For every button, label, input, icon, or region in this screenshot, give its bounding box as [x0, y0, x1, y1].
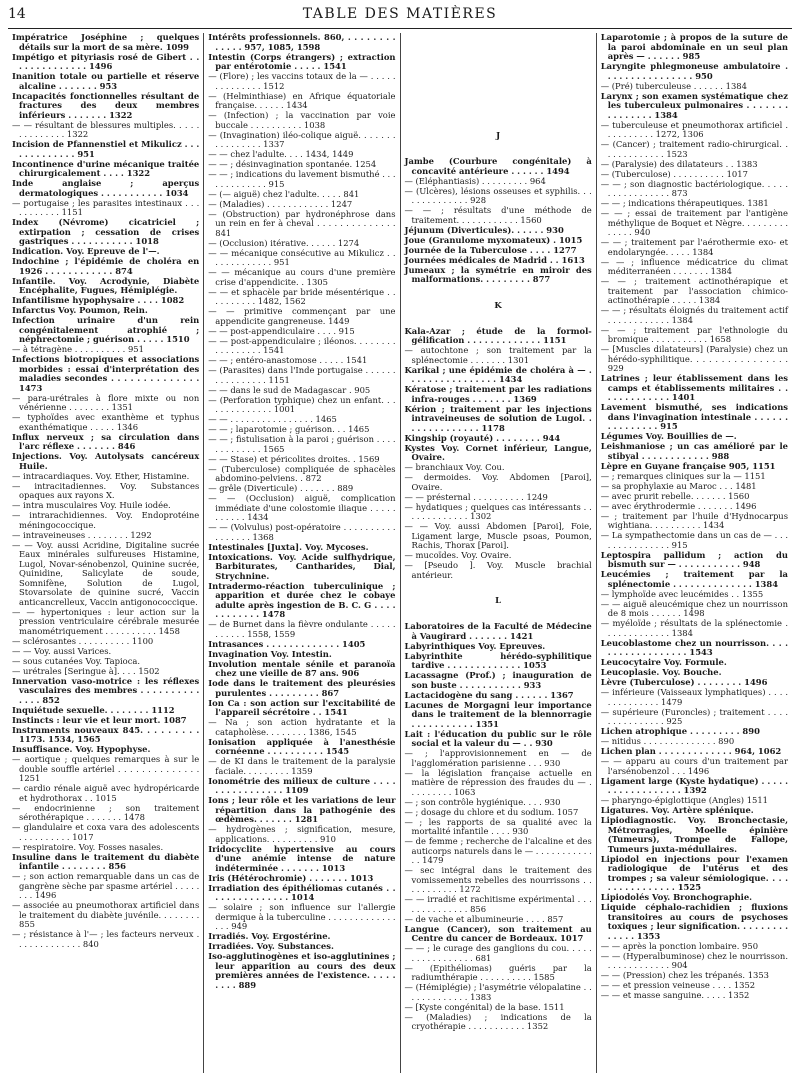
index-entry: — ; traitement par l'huile d'Hydnocarpus wightiana. . . . . . . . . . 1434	[600, 510, 788, 530]
index-entry: — — (Occlusion) aiguë, complication immédiate d'une colostomie iliaque . . . . . . . . . . . 1434	[208, 493, 396, 522]
index-entry: — typhoïdes avec exanthème et typhus exanthématique . . . . . 1346	[12, 412, 200, 432]
index-entry: — supérieure (Furoncles) ; traitement . . . . . . . . . . . . . . . 925	[600, 706, 788, 726]
index-entry: Infarctus Voy. Poumon, Rein.	[12, 305, 148, 315]
section-letter: L	[495, 596, 502, 606]
index-entry: Kystes Voy. Cornet inférieur, Langue, Ovaire.	[404, 442, 592, 462]
index-entry: — — ; traitement actinothérapique et traitement par l'association chimico-actinothérapie . . . . . 1384	[600, 276, 788, 305]
index-entry: — inférieure (Vaisseaux lymphatiques) . . . . . . . . . . . . . . 1479	[600, 687, 788, 707]
index-entry: — — apparu au cours d'un traitement par l'arsénobenzol . . . 1496	[600, 756, 788, 776]
index-entry: Intérêts professionnels. 860, . . . . . . . . . . . . . 957, 1085, 1598	[208, 33, 396, 52]
index-entry: Inanition totale ou partielle et réserve alcaline . . . . . . . 953	[12, 71, 200, 91]
index-entry: — — résultant de blessures multiples. . . . . . . . . . . . . . 1322	[12, 119, 200, 139]
index-entry: Leucocytaire Voy. Formule.	[600, 657, 727, 667]
index-entry: Iso-agglutinogènes et iso-agglutinines ; leur apparition au cours des deux premières années de l'existence. . . . . . . . . 889	[208, 951, 396, 990]
index-entry: — [Pseudo ]. Voy. Muscle brachial antérieur.	[404, 560, 592, 580]
index-entry: — (Invagination) iléo-colique aiguë. . . . . . . . . . . . . . . . 1337	[208, 129, 396, 149]
index-entry: — La sympathectomie dans un cas de — . . . . . . . . . . . . . . . 915	[600, 530, 788, 550]
index-entry: — ; dosage du chlore et du sodium. 1057	[404, 806, 579, 817]
index-entry: — — après la ponction lombaire. 950	[600, 940, 759, 951]
index-entry: — — Voy. aussi Acridine, Digitaline sucrée Eaux minérales sulfureuses Histamine, Lugol, Novar-sénobenzol, Quinine sucrée, Quinidine, Salicylate de soude, Somnifène, Solution de Lugol, Stovarsolate de quinine sucré, Vaccin anticancrelleux, Vaccin antigonococcique.	[12, 539, 200, 607]
index-entry: — — Stase) et péricolites droites. . 1569	[208, 453, 380, 464]
index-entry: — (Eléphantiasis) . . . . . . . . . 964	[404, 175, 546, 186]
index-entry: — hydatiques ; quelques cas intéressants . . . . . . . . . . . . . 1302	[404, 501, 592, 521]
index-entry: Leucoblastome chez un nourrisson. . . . . . . . . . . . . . . . . . 1543	[600, 637, 788, 657]
index-entry: — — ; le curage des ganglions du cou. . . . . . . . . . . . . . . . . 681	[404, 943, 592, 963]
index-entry: Instincts : leur vie et leur mort. 1087	[12, 714, 187, 725]
index-entry: — mucoïdes. Voy. Ovaire.	[404, 550, 512, 560]
index-entry: — (Tuberculose) compliquée de sphacèles abdomino-pelviens. . 872	[208, 463, 396, 483]
index-entry: Irradiées. Voy. Substances.	[208, 941, 334, 951]
index-entry: Laboratoires de la Faculté de Médecine à Vaugirard . . . . . . . 1421	[404, 621, 592, 641]
index-entry: Kérion ; traitement par les injections intraveineuses de solution de Lugol. . . . . . . . . . . . . . 1178	[404, 403, 592, 433]
index-entry: — (Maladies) ; indications de la cryothérapie . . . . . . . . . . . 1352	[404, 1011, 592, 1031]
index-entry: Ligament large (Kyste hydatique) . . . . . . . . . . . . . . . . . . 1392	[600, 775, 788, 795]
index-entry: — (Occlusion) itérative. . . . . . 1274	[208, 237, 360, 248]
index-entry: — — ; essai de traitement par l'antigène méthylique de Boquet et Nègre. . . . . . . . . . . . . . 940	[600, 208, 788, 237]
index-entry: — de femme ; recherche de l'alcaline et des auticorps naturels dans le — . . . . . . . . . . . . . 1479	[404, 836, 592, 865]
index-entry: — — présternal . . . . . . . . . . 1249	[404, 491, 548, 502]
index-entry: — [Kyste congénital) de la base. 1511	[404, 1001, 565, 1012]
index-entry: — avec prurit rebelle. . . . . . . 1560	[600, 490, 750, 501]
index-entry: Inquiétude sexuelle. . . . . . . . 1112	[12, 704, 175, 715]
index-entry: — pharyngo-épiglottique (Angles) 1511	[600, 795, 769, 805]
index-entry: — respiratoire. Voy. Fosses nasales.	[12, 841, 164, 852]
index-entry: Intoxications. Voy. Acide sulfhydrique, Barbiturates, Cantharides, Dial, Strychnine.	[208, 551, 396, 581]
index-entry: — portugaise ; les parasites intestinaux . . . . . . . . . . . 1151	[12, 197, 200, 217]
index-entry: Lait : l'éducation du public sur le rôle social et la valeur du — . . 930	[404, 728, 592, 748]
index-entry: Leptospira pallidum ; action du bismuth sur — . . . . . . . . . . . 948	[600, 549, 788, 569]
index-entry: — — et masse sanguine. . . . . 1352	[600, 990, 750, 1000]
index-entry: — (Perforation typhique) chez un enfant. . . . . . . . . . . . . . 1001	[208, 394, 396, 414]
index-entry: Inde anglaise ; aperçus dermatologiques . . . . . . . . . . . 1034	[12, 178, 200, 198]
index-entry: Liquide céphalo-rachidien ; fluxions transitoires au cours de psychoses toxiques ; leur signification. . . . . . . . . . . . . . 1353	[600, 902, 788, 941]
index-entry: Involution mentale sénile et paranoïa chez une vieille de 87 ans. 906	[208, 658, 396, 678]
index-entry: — — . . . . . . . . . . . . . . . . 1465	[208, 414, 337, 424]
index-entry: — de vache et albumineurie . . . . 857	[404, 913, 564, 924]
index-entry: Ligatures. Voy. Artère splénique.	[600, 805, 754, 815]
index-entry: Impératrice Joséphine ; quelques détails sur la mort de sa mère. 1099	[12, 33, 200, 52]
index-entry: — (Helminthiase) en Afrique équatoriale française. . . . . . 1434	[208, 90, 396, 110]
index-entry: Infantile. Voy. Acrodynie, Diabète Encéphalite, Fugues, Hémiplégie.	[12, 275, 200, 295]
index-entry: — sous cutanées Voy. Tapioca.	[12, 655, 141, 666]
page-title: TABLE DES MATIÈRES	[302, 6, 498, 22]
index-entry: — sclérosantes . . . . . . . . . . 1100	[12, 635, 154, 646]
index-entry: — ; son action remarquable dans un cas de gangrène sèche par spasme artériel . . . . . . . . 1496	[12, 871, 200, 900]
index-entry: Jambe (Courbure congénitale) à concavité antérieure . . . . . . 1494	[404, 156, 592, 176]
index-entry: Lipiodolés Voy. Bronchographie.	[600, 892, 753, 902]
index-entry: — (Epithéliomas) guéris par la radiumthérapie . . . . . . . . . . 1585	[404, 962, 592, 982]
index-entry: Jumeaux ; la symétrie en miroir des malformations. . . . . . . . . 877	[404, 264, 592, 284]
index-entry: — (Hémiplégie) ; l'asymétrie vélopalatine . . . . . . . . . . . . . 1383	[404, 982, 592, 1002]
index-entry: — (— aiguë) chez l'adulte. . . . . 841	[208, 188, 360, 199]
index-entry: — ; l'approvisionnement en — de l'agglomération parisienne . . . 930	[404, 748, 592, 768]
index-entry: — endocrinienne ; son traitement sérothérapique . . . . . . . 1478	[12, 802, 200, 822]
index-entry: Leishmaniose ; un cas amélioré par le stibyal . . . . . . . . . . . . 988	[600, 441, 788, 461]
index-entry: Kala-Azar ; étude de la formol-gélification . . . . . . . . . . . . . 1151	[404, 325, 592, 345]
index-entry: Leucémies ; traitement par la splénectomie . . . . . . . . . . . . . . 1384	[600, 569, 788, 589]
index-entry: Légumes Voy. Bouillies de —.	[600, 431, 737, 441]
index-entry: — (Maladies) . . . . . . . . . . . . 1247	[208, 198, 353, 209]
index-entry: — (Infection) ; la vaccination par voie buccale . . . . . . . . . . 1038	[208, 110, 396, 130]
index-entry: Kingship (royauté) . . . . . . . . 944	[404, 432, 561, 443]
index-entry: Indication. Voy. Epreuve de l'—.	[12, 246, 160, 256]
index-entry: — sa prophylaxie au Maroc . . . 1481	[600, 480, 757, 491]
index-entry: — — ; traitement par l'ethnologie du bromique . . . . . . . . . . . 1658	[600, 324, 788, 344]
index-column-2	[204, 33, 400, 1073]
index-entry: Injections. Voy. Autolysats cancéreux Huile.	[12, 451, 200, 471]
index-entry: Lipiodiagnostic. Voy. Bronchectasie, Métrorragies, Moelle épinière (Tumeurs), Trompe de Fallope, Tumeurs juxta-médullaires.	[600, 815, 788, 854]
index-entry: — — et pression veineuse . . . . 1352	[600, 980, 756, 990]
index-entry: — (Pré) tuberculeuse . . . . . . 1384	[600, 80, 747, 91]
index-entry: Infantilisme hypophysaire . . . . 1082	[12, 295, 185, 305]
index-entry: Ions ; leur rôle et les variations de leur répartition dans la pathogénie des œdèmes. . . . . . . 1281	[208, 795, 396, 824]
index-entry: — ; les rapports de sa qualité avec la mortalité infantile . . . . 930	[404, 816, 592, 836]
index-entry: — autochtone ; son traitement par la splénectomie . . . . . . . 1301	[404, 345, 592, 365]
index-entry: Iridocyclite hypertensive au cours d'une anémie intense de nature indéterminée . . . . . . . 1013	[208, 843, 396, 873]
index-entry: — hydrogènes ; signification, mesure, applications. . . . . . . . . . 910	[208, 824, 396, 844]
index-entry: — à tétragène . . . . . . . . . . 951	[12, 344, 144, 354]
index-entry: Iris (Hétérochromie) . . . . . . . 1013	[208, 872, 374, 883]
index-entry: Infections biotropiques et associations morbides : essai d'interprétation des maladies secondes . . . . . . . . . . . . . . 1473	[12, 354, 200, 393]
index-entry: — glandulaire et coxa vara des adolescents . . . . . . . . . . 1017	[12, 822, 200, 842]
index-entry: — de Burnet dans la fièvre ondulante . . . . . . . . . . . 1558, 1559	[208, 619, 396, 639]
section-letter: J	[496, 131, 501, 141]
index-entry: Index (Névrome) cicatriciel ; extirpation ; cessation de crises gastriques . . . . . . . . . . . 1018	[12, 217, 200, 246]
index-entry: Iode dans le traitement des pleurésies purulentes . . . . . . . . . 867	[208, 678, 396, 698]
index-entry: — Na ; son action hydratante et la catapholèse. . . . . . . . 1386, 1545	[208, 717, 396, 737]
index-entry: Invagination Voy. Intestin.	[208, 648, 332, 659]
index-entry: — — dans le sud de Madagascar . 905	[208, 384, 371, 395]
index-entry: Lacassagne (Prof.) ; inauguration de son buste . . . . . . . . . . . 933	[404, 670, 592, 690]
index-entry: — (Paralysie) des dilatateurs . . 1383	[600, 158, 758, 169]
index-entry: Laryngite phlegmoneuse ambulatoire . . . . . . . . . . . . . . . . 950	[600, 61, 788, 81]
index-entry: — — (Volvulus) post-opératoire . . . . . . . . . . . . . . . . . 1368	[208, 522, 396, 542]
index-entry: — — ; entéro-anastomose . . . . . 1541	[208, 355, 368, 365]
index-entry: Incision de Pfannenstiel et Mikulicz . . . . . . . . . . . . . 951	[12, 139, 200, 159]
column-top-space	[405, 33, 592, 115]
index-entry: — — chez l'adulte. . . . 1434, 1449	[208, 149, 354, 159]
index-entry: Langue (Cancer), son traitement au Centre du cancer de Bordeaux. 1017	[404, 923, 592, 943]
index-entry: Lactacidogène du sang . . . . . . 1367	[404, 689, 574, 700]
index-entry: — urétrales [Seringue à]. . . . 1502	[12, 665, 160, 676]
index-entry: — sec intégral dans le traitement des vomissements rebelles des nourrissons . . . . . . . . . . . 1272	[404, 865, 592, 894]
index-column-4	[597, 33, 792, 1073]
index-entry: — de KI dans le traitement de la paralysie faciale. . . . . . . . . 1359	[208, 756, 396, 776]
index-entry: Ionisation appliquée à l'anesthésie cornéenne . . . . . . . . . . 1545	[208, 736, 396, 756]
index-entry: — (Tuberculose) . . . . . . . . . . 1017	[600, 168, 748, 179]
index-entry: — — irradié et rachitisme expérimental . . . . . . . . . . . . . . 856	[404, 894, 592, 914]
index-entry: Intestin (Corps étrangers) ; extraction par entérotomie . . . . . 1541	[208, 51, 396, 71]
index-entry: Instruments nouveaux 845. . . . . . . . . 1173. 1534, 1565	[12, 724, 200, 744]
index-entry: Kératose ; traitement par les radiations infra-rouges . . . . . . . 1369	[404, 384, 592, 404]
index-entry: — — ; laparotomie ; guérison. . . 1465	[208, 424, 370, 434]
index-entry: Intradermo-réaction tuberculinique ; apparition et durée chez le cobaye adulte après ingestion de B. C. G . . . . . . . . . . . . 1478	[208, 580, 396, 619]
index-entry: Joue (Granulome myxomateux) . 1015	[404, 234, 583, 245]
index-entry: Laparotomie ; à propos de la suture de la paroi abdominale en un seul plan après — . . . . . . 985	[600, 33, 788, 61]
index-entry: — [Muscles dilatateurs] (Paralysie) chez un hérédo-syphilitique. . . . . . . . . . . . . . . . 929	[600, 344, 788, 373]
index-entry: Lipiodol en injections pour l'examen radiologique de l'utérus et des trompes ; sa valeur sémiologique. . . . . . . . . . . . . . . . 1525	[600, 853, 788, 892]
index-entry: — — hypertoniques : leur action sur la pression ventriculaire cérébrale mesurée manométriquement . . . . . . . . . . 1458	[12, 606, 200, 636]
index-entry: Lavement bismuthé, ses indications dans l'invagination intestinale . . . . . . . . . . . . . . . 915	[600, 402, 788, 431]
index-entry: — intracardiaques. Voy. Ether, Histamine.	[12, 470, 190, 481]
index-entry: — intracitadiennes. Voy. Substances opaques aux rayons X.	[12, 480, 200, 500]
index-entry: Intestinales [Juxta]. Voy. Mycoses.	[208, 541, 369, 552]
index-entry: — (Cancer) ; traitement radio-chirurgical. . . . . . . . . . . . . 1523	[600, 139, 788, 159]
index-entry: — avec érythrodermie . . . . . . . 1496	[600, 500, 757, 511]
index-entry: — — et sphacèle par bride mésentérique . . . . . . . . . . 1482, 1562	[208, 286, 396, 306]
index-entry: — — post-appendiculaire . . . . 915	[208, 325, 355, 336]
page-number: 14	[8, 6, 26, 22]
index-entry: — (Obstruction) par hydronéphrose dans un rein en fer à cheval . . . . . . . . . . . . . . 841	[208, 208, 396, 238]
index-entry: — — ; fistulisation à la paroi ; guérison . . . . . . . . . . . . . 1565	[208, 434, 396, 454]
index-columns	[8, 33, 792, 1073]
index-entry: — solaire ; son influence sur l'allergie dermique à la tuberculine . . . . . . . . . . . . . . . . 949	[208, 902, 396, 931]
index-entry: Karikal ; une épidémie de choléra à — . . . . . . . . . . . . . . . . 1434	[404, 364, 592, 384]
index-entry: — cardio rénale aiguë avec hydropéricarde et hydrothorax . . 1015	[12, 783, 200, 803]
index-entry: Larynx ; son examen systématique chez les tuberculeux pulmonaires . . . . . . . . . . . . . . . 1384	[600, 90, 788, 120]
index-entry: — branchiaux Voy. Cou.	[404, 462, 505, 472]
index-entry: Incapacités fonctionnelles résultant de fractures des deux membres inférieurs . . . . . . . 1322	[12, 90, 200, 120]
index-entry: Lèvre (Tuberculose) . . . . . . . . 1496	[600, 677, 768, 687]
index-entry: Impétigo et pityriasis rosé de Gibert . . . . . . . . . . . . . . 1496	[12, 51, 200, 71]
index-entry: — — mécanique au cours d'une première crise d'appendicite. . 1305	[208, 267, 396, 287]
index-entry: — — Voy. aussi Varices.	[12, 645, 112, 656]
index-entry: — — ; indications du lavement bismuthé . . . . . . . . . . . . . 915	[208, 169, 396, 189]
index-entry: Infection urinaire d'un rein congénitalement atrophié ; néphrectomie ; guérison . . . . . 1510	[12, 315, 200, 344]
index-entry: — associée au pneumothorax artificiel dans le traitement du diabète juvénile. . . . . . . . 855	[12, 900, 200, 929]
index-entry: Indochine ; l'épidémie de choléra en 1926 . . . . . . . . . . . . 874	[12, 256, 200, 276]
index-column-3	[401, 33, 597, 1073]
index-entry: Ion Ca : son action sur l'excitabilité de l'appareil sécrétoire . . 1541	[208, 697, 396, 717]
index-entry: — (Flore) ; les vaccins totaux de la — . . . . . . . . . . . . . . 1512	[208, 71, 396, 91]
index-entry: Irradiation des épithéliomas cutanés . . . . . . . . . . . . . . . 1014	[208, 882, 396, 902]
index-entry: Innervation vaso-motrice : les réflexes vasculaires des membres . . . . . . . . . . . . . . 852	[12, 675, 200, 705]
index-entry: — — ; son diagnostic bactériologique. . . . . . . . . . . . . . . . . 873	[600, 178, 788, 198]
index-entry: — myéloïde ; résultats de la splénectomie . . . . . . . . . . . . . 1384	[600, 618, 788, 638]
index-entry: — ; son contrôle hygiénique. . . . 930	[404, 796, 561, 807]
index-entry: — intraveineuses . . . . . . . . 1292	[12, 529, 152, 540]
index-entry: — — ; résultats d'une méthode de traitement. . . . . . . . . . . . 1560	[404, 205, 592, 225]
index-entry: Irradiés. Voy. Ergostérine.	[208, 931, 331, 941]
index-entry: Leucoplasie. Voy. Bouche.	[600, 667, 722, 677]
index-entry: Jéjunum (Diverticules). . . . . . 930	[404, 224, 564, 235]
index-entry: Lichen atrophique . . . . . . . . . 890	[600, 726, 760, 736]
index-entry: — — (Hyperalbuminose) chez le nourrisson. . . . . . . . . . . . . 904	[600, 950, 788, 970]
index-entry: Influx nerveux ; sa circulation dans l'arc réflexe . . . . . . . 846	[12, 431, 200, 451]
index-entry: Ionométrie des milieux de culture . . . . . . . . . . . . . . . . 1109	[208, 775, 396, 795]
index-entry: Incontinence d'urine mécanique traitée chirurgicalement . . . . 1322	[12, 158, 200, 178]
index-entry: — lymphoïde avec leucémides . . 1355	[600, 588, 764, 599]
index-entry: — (Parasites) dans l'Inde portugaise . . . . . . . . . . . . . . . . 1151	[208, 365, 396, 385]
index-entry: Lacunes de Morgagni leur importance dans le traitement de la blennorragie . . . . . . . . . . . 1351	[404, 699, 592, 729]
index-entry: Journées médicales de Madrid . . 1613	[404, 254, 585, 265]
index-entry: — para-urétrales à flore mixte ou non vénérienne . . . . . . . . 1351	[12, 392, 200, 412]
index-entry: — — ; influence médicatrice du climat méditerranéen . . . . . . . 1384	[600, 256, 788, 276]
index-entry: — tuberculeuse et pneumothorax artificiel . . . . . . . . . . 1272, 1306	[600, 119, 788, 139]
page-header	[8, 6, 792, 29]
index-entry: — — post-appendiculaire ; iléonos. . . . . . . . . . . . . . . . . 1541	[208, 335, 396, 355]
index-entry: — grêle (Diverticule) . . . . . . . 889	[208, 483, 354, 493]
index-entry: — — Voy. aussi Abdomen [Paroi], Foie, Ligament large, Muscle psoas, Poumon, Rachis, Thorax [Paroi].	[404, 521, 592, 550]
index-entry: Labyrinthite hérédo-syphilitique tardive . . . . . . . . . . . . . 1053	[404, 650, 592, 670]
index-entry: — dermoides. Voy. Abdomen [Paroi], Ovaire.	[404, 472, 592, 492]
index-entry: — — ; traitement par l'aérothermie exo- et endolaryngée. . . . . 1384	[600, 237, 788, 257]
index-entry: — — (Pression) chez les trépanés. 1353	[600, 970, 770, 980]
index-entry: — — ; désinvagination spontanée. 1254	[208, 159, 377, 169]
index-entry: Labyrinthiques Voy. Epreuves.	[404, 640, 546, 651]
index-entry: — — ; indications thérapeutiques. 1381	[600, 198, 769, 208]
index-entry: — — primitive commençant par une appendicite gangreneuse. 1449	[208, 306, 396, 326]
section-letter: K	[494, 300, 502, 311]
index-entry: Journée de la Tuberculose . . . . 1277	[404, 244, 577, 255]
index-entry: — ; remarques cliniques sur la — 1151	[600, 470, 766, 481]
index-entry: Lèpre en Guyane française 905, 1151	[600, 460, 776, 471]
index-entry: — la législation française actuelle en matière de répression des fraudes du — . . . . . . . . . 1063	[404, 767, 592, 797]
index-entry: — — mécanique consécutive au Mikulicz . . . . . . . . . . . . . 951	[208, 247, 396, 267]
index-entry: — aortique ; quelques remarques à sur le double souffle artériel . . . . . . . . . . . . . . 1251	[12, 754, 200, 783]
index-entry: — nitidus . . . . . . . . . . . . . . 890	[600, 736, 735, 746]
index-entry: — (Ulcères), lésions osseuses et syphilis. . . . . . . . . . . . . . 928	[404, 185, 592, 205]
index-column-1	[8, 33, 204, 1073]
index-entry: — intrarachidiennes. Voy. Endoprotéine méningococcique.	[12, 510, 200, 530]
index-entry: — — aiguë aleucémique chez un nourrisson de 8 mois . . . . . . 1498	[600, 598, 788, 618]
index-entry: Insuffisance. Voy. Hypophyse.	[12, 744, 151, 754]
index-entry: Intrasances . . . . . . . . . . . . . 1405	[208, 638, 366, 649]
index-entry: Latrines ; leur établissement dans les camps et établissements militaires . . . . . . . . . . . . . 1401	[600, 373, 788, 402]
index-entry: Lichen plan . . . . . . . . . . . . . 964, 1062	[600, 746, 782, 756]
index-entry: — — ; résultats éloignés du traitement actif . . . . . . . . . . . . 1384	[600, 305, 788, 325]
index-entry: — ; résistance à l'— ; les facteurs nerveux . . . . . . . . . . . . . 840	[12, 929, 200, 949]
index-entry: — intra musculaires Voy. Huile iodée.	[12, 500, 171, 510]
index-entry: Insuline dans le traitement du diabète infantile . . . . . . . . 856	[12, 851, 200, 871]
